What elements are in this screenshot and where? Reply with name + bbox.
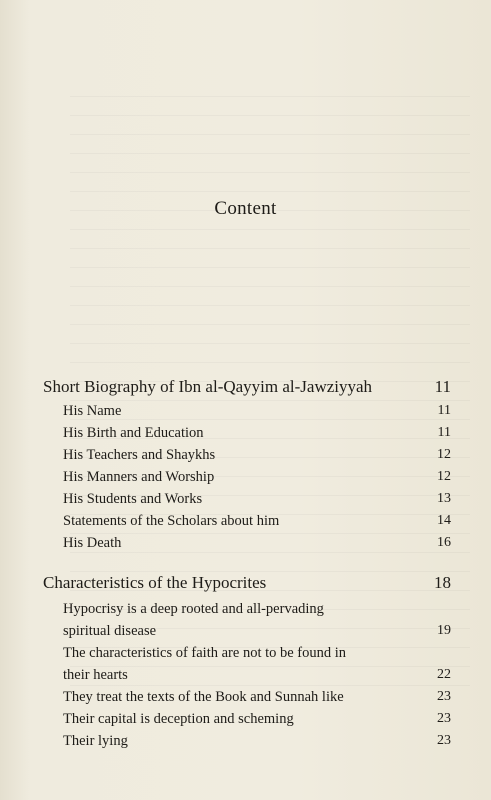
page-number: 13 [437, 491, 451, 506]
item-label: They treat the texts of the Book and Sunnah like [63, 689, 344, 705]
toc-item-wrapped[interactable] [43, 598, 451, 642]
table-of-contents [43, 376, 451, 752]
toc-item[interactable] [43, 466, 451, 488]
item-line [63, 620, 451, 642]
page-number: 16 [437, 535, 451, 550]
page-number: 18 [434, 573, 451, 592]
page-number: 23 [437, 689, 451, 704]
item-line [63, 642, 451, 664]
item-label: His Teachers and Shaykhs [63, 447, 216, 463]
item-label: His Name [63, 403, 122, 419]
toc-item[interactable] [43, 510, 451, 532]
item-label-line2: their hearts [63, 667, 128, 683]
item-line [63, 598, 451, 620]
page-title: Content [214, 198, 277, 219]
item-label-line1: The characteristics of faith are not to be found in [63, 645, 347, 661]
toc-item-wrapped[interactable] [43, 642, 451, 686]
section-title: Characteristics of the Hypocrites [43, 573, 267, 592]
toc-item[interactable] [43, 708, 451, 730]
page-number: 11 [437, 425, 451, 440]
section-gap [43, 554, 451, 572]
item-label: Statements of the Scholars about him [63, 513, 280, 529]
section-title: Short Biography of Ibn al-Qayyim al-Jawziyyah [43, 377, 373, 396]
page-number: 11 [434, 377, 451, 396]
page-number: 23 [437, 711, 451, 726]
page-number: 14 [437, 513, 451, 528]
item-label-line2: spiritual disease [63, 623, 157, 639]
toc-section-2[interactable] [43, 572, 451, 594]
item-label: His Birth and Education [63, 425, 204, 441]
toc-item[interactable] [43, 400, 451, 422]
toc-item[interactable] [43, 422, 451, 444]
item-label: Their lying [63, 733, 128, 749]
page-number: 19 [437, 623, 451, 638]
toc-item[interactable] [43, 730, 451, 752]
toc-item[interactable] [43, 488, 451, 510]
item-label: His Students and Works [63, 491, 203, 507]
item-line [63, 664, 451, 686]
page-number: 12 [437, 447, 451, 462]
item-label: His Manners and Worship [63, 469, 215, 485]
page-number: 11 [437, 403, 451, 418]
toc-item[interactable] [43, 686, 451, 708]
item-label: His Death [63, 535, 122, 551]
toc-item[interactable] [43, 444, 451, 466]
page-number: 12 [437, 469, 451, 484]
toc-item[interactable] [43, 532, 451, 554]
page-number: 23 [437, 733, 451, 748]
item-label: Their capital is deception and scheming [63, 711, 294, 727]
toc-section-1[interactable] [43, 376, 451, 398]
page-number: 22 [437, 667, 451, 682]
item-label-line1: Hypocrisy is a deep rooted and all-pervading [63, 601, 324, 617]
